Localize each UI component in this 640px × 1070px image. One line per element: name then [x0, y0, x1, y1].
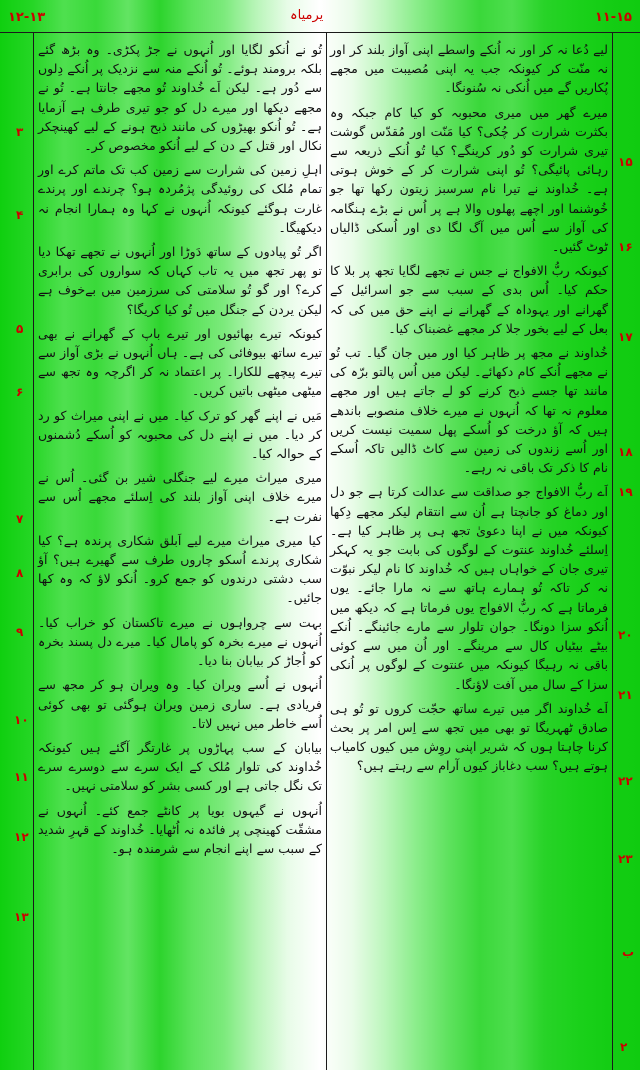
left-paragraph: اُنہوں نے اُسے ویران کیا۔ وہ ویران ہو کر مجھ سے فریادی ہے۔ ساری زمین ویران ہوگئی تو بھی کوئی اُسے خاطر میں نہیں لاتا۔: [38, 677, 322, 731]
right-paragraph: کیونکہ ربُّ الافواج نے جس نے تجھے لگایا تجھ پر بلا کا حکم کیا۔ اُس بدی کے سبب سے جو اسرائیل کے گھرانے اور یہوداہ کے گھرانے نے اپنے حق میں کی کہ بعل کے لیے بخور جلا کر مجھے غضبناک کیا۔: [330, 263, 608, 336]
verse-number: ۴: [16, 208, 24, 222]
book-title: یرمیاہ: [290, 8, 324, 23]
left-paragraph: تُو نے اُنکو لگایا اور اُنہوں نے جڑ پکڑی۔ وہ بڑھ گئے بلکہ برومند ہوئے۔ تُو اُنکے منہ سے نزدیک پر اُنکے دِلوں سے دُور ہے۔ لیکن اَے خُداوند تُو مجھے جانتا ہے۔ تُو نے مجھے دیکھا اور میرے دل کو جو تیری طرف ہے آزمایا ہے۔ تُو اُنکو بھیڑوں کی مانند ذبح ہونے کے لیے کھینچکر نکال اور قتل کے دن کے لیے اُنکو مخصوص کر۔: [38, 42, 322, 154]
left-margin-rule: [33, 32, 34, 1070]
right-paragraph: اَے خُداوند اگر میں تیرے ساتھ حجّت کروں تو تُو ہی صادق ٹھہریگا تو بھی میں تجھ سے اِس امر پر بحث کرنا چاہتا ہوں کہ شریر اپنی روِش میں کیوں کامیاب ہوتے ہیں؟ سب دغاباز کیوں آرام سے رہتے ہیں؟: [330, 700, 608, 774]
verse-number: ۸: [16, 566, 24, 580]
right-paragraph: میرے گھر میں میری محبوبہ کو کیا کام جبکہ وہ بکثرت شرارت کر چُکی؟ کیا مَنّت اور مُقدّس گوشت تیری شرارت کو دُور کرینگے؟ کیا تُو اُنکے ذریعہ سے رہائی پائیگی؟ تُو اپنی شرارت کر کے خوش ہوتی ہے۔ خُداوند نے تیرا نام سرسبز زیتون رکھا تھا جو خُوشنما اور اچھے پھلوں والا ہے پر اُس نے بڑے ہنگامہ کی آواز سے اُس میں آگ لگا دی اور اُسکی ڈالیاں ٹوٹ گئیں۔: [330, 104, 608, 255]
left-paragraph: بہت سے چرواہوں نے میرے تاکستان کو خراب کیا۔ اُنہوں نے میرے بخرہ کو پامال کیا۔ میرے دل پسند بخرہ کو اُجاڑ کر بیابان بنا دیا۔: [38, 614, 322, 669]
left-paragraph: اُنہوں نے گیہوں بویا پر کانٹے جمع کئے۔ اُنہوں نے مشقّت کھینچی پر فائدہ نہ اُٹھایا۔ خُداوند کے قہرِ شدید کے سبب سے اپنے انجام سے شرمندہ ہو۔: [38, 802, 322, 856]
verse-number: ۲۲: [618, 774, 633, 788]
verse-number: ۱۸: [618, 445, 633, 459]
verse-number: ۱۹: [618, 485, 633, 499]
left-paragraph: کیونکہ تیرے بھائیوں اور تیرے باپ کے گھرانے نے بھی تیرے ساتھ بیوفائی کی ہے۔ ہاں اُنہوں نے بڑی آواز سے تیرے پیچھے للکارا۔ پر اعتماد نہ کر اگرچہ وہ تجھ سے میٹھی میٹھی باتیں کریں۔: [38, 325, 322, 399]
verse-number: ۷: [16, 512, 24, 526]
right-paragraph: لیے دُعا نہ کر اور نہ اُنکے واسطے اپنی آواز بلند کر اور نہ منّت کر کیونکہ جب یہ اپنی مُصیبت میں مجھے پُکاریں گے میں اُنکی نہ سُنونگا۔: [330, 42, 608, 96]
chapter-range-left: ۱۲-۱۳: [8, 10, 46, 25]
verse-number: ۱۷: [618, 330, 633, 344]
verse-number: ب: [622, 945, 635, 959]
verse-number: ۲۰: [618, 628, 633, 642]
verse-number: ۱۱: [14, 770, 29, 784]
right-margin-rule: [612, 32, 613, 1070]
verse-number: ۵: [16, 322, 24, 336]
verse-number: ۲۳: [618, 852, 633, 866]
left-paragraph: اگر تُو پیادوں کے ساتھ دَوڑا اور اُنہوں نے تجھے تھکا دیا تو پھر تجھ میں یہ تاب کہاں کہ سواروں کی برابری کرے؟ اور گو تُو سلامتی کی سرزمین میں بےخوف ہے لیکن یردن کے جنگل میں تُو کیا کریگا؟: [38, 244, 322, 317]
chapter-range-right: ۱۱-۱۵: [594, 10, 632, 25]
header-rule: [0, 32, 640, 33]
left-paragraph: اہلِ زمین کی شرارت سے زمین کب تک ماتم کرے اور تمام مُلک کی روئیدگی پژمُردہ ہو؟ چرندے اور پرندے غارت ہوگئے کیونکہ اُنہوں نے کہا وہ ہمارا انجام نہ دیکھیگا۔: [38, 162, 322, 235]
right-column: [330, 40, 608, 781]
right-paragraph: خُداوند نے مجھ پر ظاہر کیا اور میں جان گیا۔ تب تُو نے مجھے اُنکے کام دکھائے۔ لیکن میں اُس پالتو برّہ کی مانند تھا جسے ذبح کرنے کو لے جاتے ہیں اور مجھے معلوم نہ تھا کہ اُنہوں نے میرے خلاف منصوبے باندھے ہیں کہ آؤ درخت کو اُسکے پھل سمیت نیست کریں اور اُسے زندوں کی زمین سے کاٹ ڈالیں تاکہ اُسکے نام کا ذکر تک باقی نہ رہے۔: [330, 345, 608, 476]
right-paragraph: اَے ربُّ الافواج جو صداقت سے عدالت کرتا ہے جو دل اور دماغ کو جانچتا ہے اُن سے انتقام لیکر مجھے دِکھا کیونکہ میں نے اپنا دعویٰ تجھ ہی پر ظاہر کیا ہے۔ اِسلئے خُداوند عنتوت کے لوگوں کی بابت جو یہ کہکر تیری جان کے خواہاں ہیں کہ خُداوند کا نام لیکر نبوّت نہ کر تاکہ تُو ہمارے ہاتھ سے نہ مارا جائے۔ یوں فرماتا ہے کہ ربُّ الافواج یوں فرماتا ہے کہ دیکھ میں اُنکو سزا دونگا۔ جوان تلوار سے مارے جائینگے۔ اُنکے بیٹے بیٹیاں کال سے مرینگے۔ اور اُن میں سے کوئی باقی نہ رہیگا کیونکہ میں عنتوت کے لوگوں پر اُنکی سزا کے سال میں آفت لاؤنگا۔: [330, 484, 608, 692]
left-paragraph: کیا میری میراث میرے لیے اَبلق شکاری پرندہ ہے؟ کیا شکاری پرندے اُسکو چاروں طرف سے گھیرے ہیں؟ آؤ سب دشتی درندوں کو جمع کرو۔ اُنکو لاؤ کہ وہ کھا جائیں۔: [38, 532, 322, 606]
verse-number: ۳: [16, 125, 24, 139]
left-paragraph: مَیں نے اپنے گھر کو ترک کیا۔ میں نے اپنی میراث کو رد کر دیا۔ میں نے اپنے دل کی محبوبہ کو اُسکے دُشمنوں کے حوالہ کیا۔: [38, 407, 322, 462]
verse-number: ۶: [16, 385, 24, 399]
verse-number: ۱۰: [14, 713, 29, 727]
verse-number: ۱۳: [14, 910, 29, 924]
verse-number: ۲۱: [618, 688, 633, 702]
verse-number: ۱۶: [618, 240, 633, 254]
verse-number: ۹: [16, 625, 24, 639]
verse-number: ۱۲: [14, 830, 29, 844]
verse-number: ۱۵: [618, 155, 633, 169]
left-column: [38, 40, 322, 863]
left-paragraph: بیابان کے سب پہاڑوں پر غارتگر آگئے ہیں کیونکہ خُداوند کی تلوار مُلک کے ایک سرے سے دوسرے سرے تک نگل جاتی ہے اور کسی بشر کو سلامتی نہیں۔: [38, 739, 322, 794]
column-divider: [326, 32, 327, 1070]
page-header: [0, 0, 640, 30]
left-paragraph: میری میراث میرے لیے جنگلی شیر بن گئی۔ اُس نے میرے خلاف اپنی آواز بلند کی اِسلئے مجھے اُس سے نفرت ہے۔: [38, 470, 322, 524]
verse-number: ۲: [620, 1040, 628, 1054]
